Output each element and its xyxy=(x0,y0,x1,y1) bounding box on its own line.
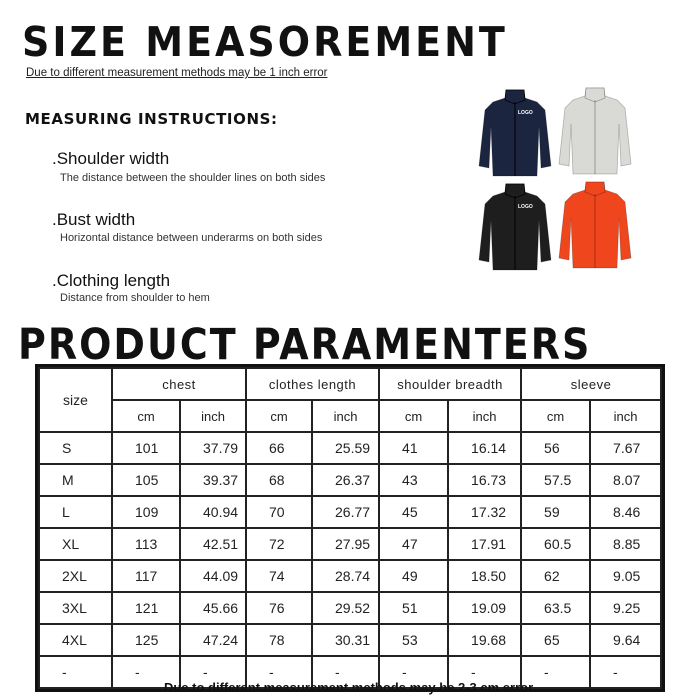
measurement-cell: 47 xyxy=(379,528,448,560)
measurement-cell: 56 xyxy=(521,432,590,464)
measurement-cell: 41 xyxy=(379,432,448,464)
measurement-cell: 121 xyxy=(112,592,180,624)
footer-error-note: Due to different measurement methods may be 2-3 cm error. xyxy=(163,680,537,695)
measurement-cell: 16.14 xyxy=(448,432,521,464)
measurement-cell: - xyxy=(590,656,661,688)
measurement-cell: 72 xyxy=(246,528,312,560)
measurement-cell: 40.94 xyxy=(180,496,246,528)
measurement-cell: 45.66 xyxy=(180,592,246,624)
measurement-cell: 113 xyxy=(112,528,180,560)
measurement-cell: 16.73 xyxy=(448,464,521,496)
size-cell: 4XL xyxy=(39,624,112,656)
table-row xyxy=(39,624,661,656)
measurement-cell: 53 xyxy=(379,624,448,656)
bust-width-label: .Bust width xyxy=(52,210,136,229)
unit-cell: inch xyxy=(448,400,521,432)
measurement-cell: 37.79 xyxy=(180,432,246,464)
measurement-cell: 76 xyxy=(246,592,312,624)
clothing-length-description: Distance from shoulder to hem xyxy=(60,292,210,304)
measurement-cell: 9.05 xyxy=(590,560,661,592)
size-cell: XL xyxy=(39,528,112,560)
measurement-cell: 7.67 xyxy=(590,432,661,464)
measurement-cell: 63.5 xyxy=(521,592,590,624)
clothing-length-label: .Clothing length xyxy=(52,271,171,290)
size-cell: L xyxy=(39,496,112,528)
measurement-cell: 66 xyxy=(246,432,312,464)
measurement-cell: 49 xyxy=(379,560,448,592)
measurement-cell: 105 xyxy=(112,464,180,496)
size-cell: M xyxy=(39,464,112,496)
sleeve-column-header: sleeve xyxy=(521,368,661,400)
jacket-navy-shape xyxy=(475,86,555,178)
measurement-cell: 19.09 xyxy=(448,592,521,624)
measurement-cell: 9.64 xyxy=(590,624,661,656)
instructions-heading: MEASURING INSTRUCTIONS: xyxy=(25,110,278,128)
measurement-cell: 9.25 xyxy=(590,592,661,624)
measurement-cell: 17.91 xyxy=(448,528,521,560)
measurement-cell: - xyxy=(448,656,521,688)
measurement-cell: - xyxy=(180,656,246,688)
measurement-cell: 43 xyxy=(379,464,448,496)
measurement-cell: 68 xyxy=(246,464,312,496)
measurement-cell: 25.59 xyxy=(312,432,379,464)
measurement-cell: 62 xyxy=(521,560,590,592)
measurement-cell: 47.24 xyxy=(180,624,246,656)
jacket-light-grey-image xyxy=(555,84,635,176)
size-cell: - xyxy=(39,656,112,688)
unit-cell: inch xyxy=(312,400,379,432)
unit-cell: cm xyxy=(379,400,448,432)
page-title: SIZE MEASOREMENT xyxy=(22,18,508,66)
measurement-cell: 65 xyxy=(521,624,590,656)
measurement-cell: - xyxy=(379,656,448,688)
table-row xyxy=(39,528,661,560)
size-cell: 2XL xyxy=(39,560,112,592)
measurement-cell: - xyxy=(521,656,590,688)
measurement-cell: 117 xyxy=(112,560,180,592)
jacket-orange-red-shape xyxy=(555,178,635,270)
measurement-cell: 70 xyxy=(246,496,312,528)
unit-cell: inch xyxy=(590,400,661,432)
jacket-black-image xyxy=(475,180,555,272)
unit-cell: cm xyxy=(112,400,180,432)
table-header-row xyxy=(39,368,661,400)
measurement-cell: 17.32 xyxy=(448,496,521,528)
measurement-cell: 125 xyxy=(112,624,180,656)
measurement-cell: 51 xyxy=(379,592,448,624)
shoulder-width-description: The distance between the shoulder lines on both sides xyxy=(60,172,326,184)
measurement-cell: 60.5 xyxy=(521,528,590,560)
jacket-logo-text: LOGO xyxy=(518,204,533,210)
table-row xyxy=(39,432,661,464)
measurement-cell: 28.74 xyxy=(312,560,379,592)
measurement-cell: 44.09 xyxy=(180,560,246,592)
measurement-cell: 78 xyxy=(246,624,312,656)
measurement-cell: 8.46 xyxy=(590,496,661,528)
measurement-cell: 8.85 xyxy=(590,528,661,560)
measurement-cell: 8.07 xyxy=(590,464,661,496)
shoulder-breadth-column-header: shoulder breadth xyxy=(379,368,521,400)
clothes-length-column-header: clothes length xyxy=(246,368,379,400)
jacket-black-shape xyxy=(475,180,555,272)
measurement-cell: 29.52 xyxy=(312,592,379,624)
measurement-cell: 18.50 xyxy=(448,560,521,592)
measurement-cell: 74 xyxy=(246,560,312,592)
measurement-cell: 57.5 xyxy=(521,464,590,496)
unit-cell: cm xyxy=(521,400,590,432)
jacket-light-grey-shape xyxy=(555,84,635,176)
measurement-cell: - xyxy=(312,656,379,688)
table-row xyxy=(39,496,661,528)
measurement-cell: 109 xyxy=(112,496,180,528)
measurement-cell: - xyxy=(112,656,180,688)
measurement-cell: - xyxy=(246,656,312,688)
size-cell: 3XL xyxy=(39,592,112,624)
table-row xyxy=(39,592,661,624)
measurement-cell: 27.95 xyxy=(312,528,379,560)
measurement-cell: 101 xyxy=(112,432,180,464)
table-row xyxy=(39,464,661,496)
measurement-cell: 45 xyxy=(379,496,448,528)
size-chart-table xyxy=(38,367,662,689)
size-cell: S xyxy=(39,432,112,464)
jacket-navy-image xyxy=(475,86,555,178)
measurement-cell: 26.77 xyxy=(312,496,379,528)
size-column-header: size xyxy=(39,368,112,432)
shoulder-width-label: .Shoulder width xyxy=(52,149,170,168)
jacket-logo-text: LOGO xyxy=(518,110,533,116)
table-unit-row xyxy=(39,400,661,432)
unit-cell: inch xyxy=(180,400,246,432)
measurement-cell: 39.37 xyxy=(180,464,246,496)
measurement-error-note: Due to different measurement methods may be 1 inch error xyxy=(26,67,328,79)
measurement-cell: 26.37 xyxy=(312,464,379,496)
bust-width-description: Horizontal distance between underarms on both sides xyxy=(60,232,323,244)
measurement-cell: 42.51 xyxy=(180,528,246,560)
product-parameters-title: PRODUCT PARAMENTERS xyxy=(18,320,592,370)
chest-column-header: chest xyxy=(112,368,246,400)
table-row xyxy=(39,560,661,592)
measurement-cell: 19.68 xyxy=(448,624,521,656)
measurement-cell: 30.31 xyxy=(312,624,379,656)
measurement-cell: 59 xyxy=(521,496,590,528)
unit-cell: cm xyxy=(246,400,312,432)
jacket-orange-red-image xyxy=(555,178,635,270)
